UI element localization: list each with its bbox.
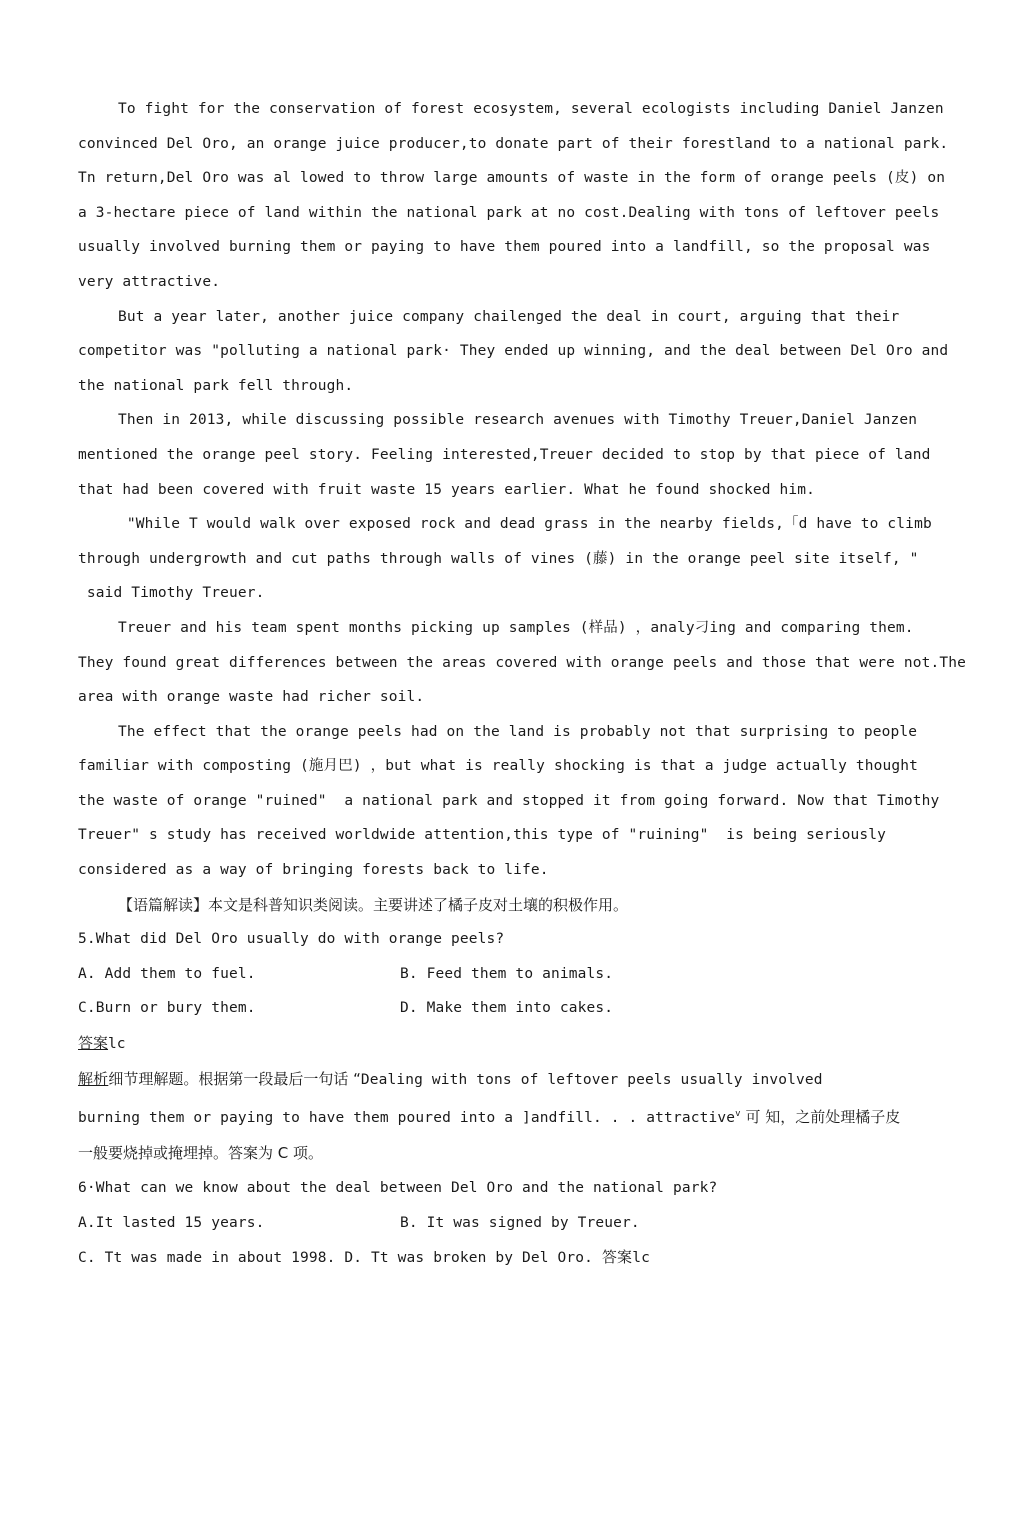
option-row [78,957,948,992]
text-line: mentioned the orange peel story. Feeling interested,Treuer decided to stop by that piece of land [78,446,931,463]
question-5 [78,922,948,1171]
text-line: Treuer" s study has received worldwide attention,this type of "ruining" is being seriously [78,827,887,844]
text-line: convinced Del Oro, an orange juice producer,to donate part of their forestland to a national park. [78,135,949,152]
text-line: Tn return,Del Oro was al lowed to throw large amounts of waste in the form of orange peels (皮) on [78,170,946,187]
explanation-text: 细节理解题。根据第一段最后一句话 “ [108,1069,361,1088]
text-line: area with orange waste had richer soil. [78,689,425,706]
option-b: B. Feed them to animals. [400,965,614,982]
text-line: To fight for the conservation of forest ecosystem, several ecologists including Daniel Janzen [118,101,944,117]
text-line: the waste of orange "ruined" a national park and stopped it from going forward. Now that Timothy [78,792,940,809]
question-text: 6·What can we know about the deal between Del Oro and the national park? [78,1180,718,1197]
explanation-text: 可 知，之前处理橘子皮 [740,1108,901,1127]
text-line: said Timothy Treuer. [78,585,265,602]
text-line: The effect that the orange peels had on the land is probably not that surprising to people [118,723,918,740]
text-line: Then in 2013, while discussing possible research avenues with Timothy Treuer,Daniel Janzen [118,412,918,429]
explanation-line [78,1136,948,1172]
text-line: very attractive. [78,273,221,290]
option-row [78,1240,948,1276]
passage-paragraph-6 [78,715,948,888]
answer-label: 答案 [601,1248,633,1267]
passage-paragraph-3 [78,403,948,507]
text-line: considered as a way of bringing forests back to life. [78,862,549,879]
text-line: They found great differences between the areas covered with orange peels and those that were not.The [78,654,966,671]
question-text: 5.What did Del Oro usually do with orange peels? [78,931,505,948]
explanation-mark: v [735,1109,741,1120]
option-c: C.Burn or bury them. [78,1000,256,1017]
text-line: "While T would walk over exposed rock and dead grass in the nearby fields,「d have to climb [118,516,932,533]
explanation-text: 一般要烧掉或掩埋掉。答案为 C 项。 [78,1143,324,1162]
text-line: the national park fell through. [78,377,354,394]
analysis-intro: 【语篇解读】本文是科普知识类阅读。主要讲述了橘子皮对土壤的积极作用。 [118,895,629,914]
answer-label: 答案 [78,1034,109,1053]
text-line: that had been covered with fruit waste 15 years earlier. What he found shocked him. [78,481,816,498]
option-a: A. Add them to fuel. [78,965,256,982]
text-line: usually involved burning them or paying to have them poured into a landfill, so the proposal was [78,239,931,256]
text-line: Treuer and his team spent months picking up samples (样品) ，analy刁ing and comparing them. [118,619,914,636]
option-row [78,991,948,1026]
explanation-quote: burning them or paying to have them poured into a ]andfill. . . attractive [78,1110,736,1127]
answer-value: lc [632,1250,650,1267]
text-line: competitor was "polluting a national park· They ended up winning, and the deal between Del Oro and [78,343,949,360]
passage-paragraph-4 [78,507,948,611]
option-d: D. Make them into cakes. [400,1000,614,1017]
passage-paragraph-2 [78,300,948,404]
answer-line [78,1026,948,1062]
text-line: But a year later, another juice company chailenged the deal in court, arguing that their [118,308,900,325]
explanation-quote: Dealing with tons of leftover peels usually involved [360,1071,823,1088]
passage-paragraph-5 [78,611,966,715]
text-line: a 3-hectare piece of land within the national park at no cost.Dealing with tons of leftover peels [78,204,940,221]
explanation-line [78,1062,948,1098]
document-page [78,92,966,1276]
option-b: B. It was signed by Treuer. [400,1214,640,1231]
passage-paragraph-1 [78,92,948,300]
option-row [78,1206,948,1241]
text-line: through undergrowth and cut paths through walls of vines (藤) in the orange peel site itself, " [78,550,919,567]
option-c-d: C. Tt was made in about 1998. D. Tt was broken by Del Oro. [78,1250,602,1267]
answer-value: lc [108,1036,126,1053]
text-line: familiar with composting (施月巴) ，but what is really shocking is that a judge actually thought [78,758,919,775]
option-a: A.It lasted 15 years. [78,1214,265,1231]
question-6 [78,1171,948,1276]
explanation-label: 解析 [78,1069,109,1088]
explanation-line [78,1097,948,1135]
